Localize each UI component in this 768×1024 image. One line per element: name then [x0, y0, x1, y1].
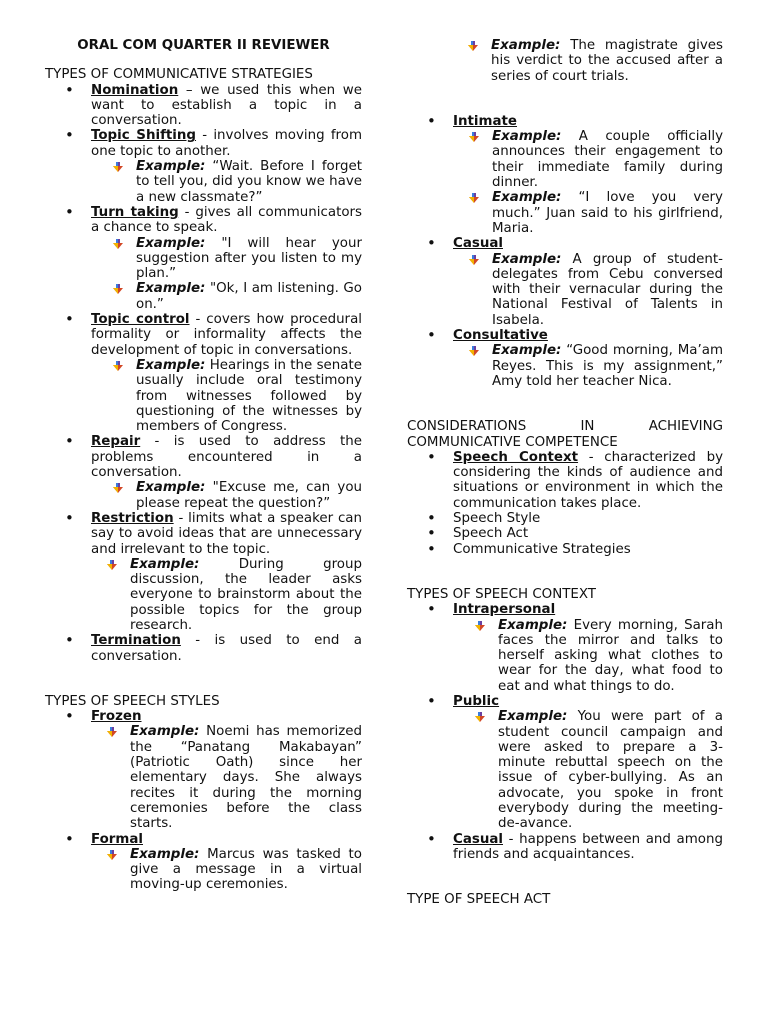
- list-item-termination: [45, 633, 362, 664]
- example-label: Example:: [136, 281, 206, 297]
- arrow-bullet-icon: [113, 162, 123, 172]
- list-item-public: [407, 694, 723, 832]
- list-item-casual: [407, 236, 723, 328]
- example-item: [91, 281, 362, 312]
- term-public: Public: [453, 693, 500, 709]
- example-item: [447, 190, 723, 236]
- list-item-turn-taking: [45, 205, 362, 312]
- example-text: Marcus was tasked to give a message in a virtual moving-up ceremonies.: [130, 846, 362, 893]
- example-item: [447, 343, 723, 389]
- example-text: A couple officially announces their engagement to their immediate family during dinner.: [492, 129, 723, 191]
- list-item-speech-context: [407, 450, 723, 511]
- example-label: Example:: [130, 846, 200, 862]
- example-text: “I love you very much.” Juan said to his girlfriend, Maria.: [492, 190, 723, 236]
- term-casual-context: Casual: [453, 831, 503, 847]
- desc-topic-control: - covers how procedural formality or informality affects the development of topic in conversations.: [91, 312, 362, 358]
- term-repair: Repair: [91, 434, 141, 450]
- example-text: “Wait. Before I forget to tell you, did you know we have a new classmate?”: [136, 159, 363, 205]
- example-label: Example:: [492, 190, 562, 206]
- desc-speech-context: - characterized by considering the kinds of audience and situations or environment in which the communication takes place.: [453, 449, 723, 511]
- section-heading-considerations: CONSIDERATIONS IN ACHIEVING COMMUNICATIVE COMPETENCE: [407, 419, 723, 450]
- term-restriction: Restriction: [91, 510, 174, 526]
- example-label: Example:: [130, 556, 200, 572]
- section-heading-strategies: TYPES OF COMMUNICATIVE STRATEGIES: [45, 67, 313, 83]
- example-item: [453, 709, 723, 831]
- example-item: [447, 252, 723, 328]
- section-heading-speech-act: TYPE OF SPEECH ACT: [407, 892, 551, 908]
- left-column: [45, 38, 362, 893]
- example-text: "Ok, I am listening. Go on.”: [136, 281, 362, 312]
- term-intrapersonal: Intrapersonal: [453, 602, 556, 618]
- term-nomination: Nomination: [91, 82, 179, 98]
- term-consultative: Consultative: [453, 328, 548, 344]
- example-label: Example:: [130, 724, 200, 740]
- term-frozen: Frozen: [91, 709, 142, 725]
- list-item-nomination: [45, 83, 362, 129]
- example-text: "Excuse me, can you please repeat the question?”: [136, 480, 362, 511]
- list-item-speech-act: • Speech Act: [407, 526, 723, 541]
- desc-nomination: – we used this when we want to establish a topic in a conversation.: [91, 82, 362, 129]
- example-item: [91, 159, 362, 205]
- arrow-bullet-icon: [107, 560, 117, 570]
- example-label: Example:: [136, 480, 206, 496]
- arrow-bullet-icon: [468, 41, 478, 51]
- list-item-casual-context: [407, 832, 723, 863]
- example-item: [447, 129, 723, 190]
- styles-list: [45, 709, 362, 893]
- term-intimate: Intimate: [453, 113, 517, 129]
- example-label: Example:: [136, 235, 206, 251]
- list-item-speech-style: • Speech Style: [407, 511, 723, 526]
- example-text: During group discussion, the leader asks everyone to brainstorm about the possible topics for the group research.: [130, 556, 362, 633]
- desc-turn-taking: - gives all communicators a chance to speak.: [91, 204, 362, 236]
- desc-termination: - is used to end a conversation.: [91, 633, 362, 664]
- arrow-bullet-icon: [475, 712, 485, 722]
- list-item-topic-control: [45, 312, 362, 434]
- arrow-bullet-icon: [469, 132, 479, 142]
- term-casual: Casual: [453, 236, 503, 252]
- section-heading-styles: TYPES OF SPEECH STYLES: [45, 693, 220, 709]
- example-text: You were part of a student council campaign and were asked to prepare a 3-minute rebuttal speech on the issue of cyber-bullying. As an advocate, you spoke in front everybody during the meeting-de-avance.: [498, 709, 723, 832]
- example-text: A group of student-delegates from Cebu conversed with their vernacular during the National Festival of Talents in Isabela.: [492, 251, 723, 328]
- page-title: ORAL COM QUARTER II REVIEWER: [77, 38, 330, 53]
- strategies-list: [45, 83, 362, 664]
- context-list: [407, 602, 723, 862]
- arrow-bullet-icon: [475, 621, 485, 631]
- example-item: [85, 724, 362, 831]
- example-text: Noemi has memorized the “Panatang Makabayan” (Patriotic Oath) since her elementary days. She always recites it during the morning ceremonies before the class starts.: [130, 724, 363, 832]
- list-item-intimate: [407, 114, 723, 236]
- list-item-restriction: [45, 511, 362, 633]
- example-item: [91, 236, 362, 282]
- list-item-formal: [45, 832, 362, 893]
- term-formal: Formal: [91, 831, 143, 847]
- example-item: [91, 480, 362, 511]
- arrow-bullet-icon: [113, 284, 123, 294]
- list-item-intrapersonal: [407, 602, 723, 694]
- example-label: Example:: [498, 709, 568, 725]
- arrow-bullet-icon: [113, 483, 123, 493]
- considerations-list: [407, 450, 723, 557]
- section-heading-context: TYPES OF SPEECH CONTEXT: [407, 586, 596, 602]
- list-item-frozen: [45, 709, 362, 831]
- desc-casual-context: - happens between and among friends and acquaintances.: [453, 831, 723, 862]
- example-item: [85, 557, 362, 633]
- example-text: "I will hear your suggestion after you listen to my plan.”: [136, 235, 362, 282]
- example-label: Example:: [136, 357, 206, 373]
- example-label: Example:: [492, 343, 562, 359]
- formal-continued: [407, 38, 723, 84]
- arrow-bullet-icon: [113, 239, 123, 249]
- styles-list-cont: [407, 114, 723, 389]
- term-topic-shifting: Topic Shifting: [91, 128, 197, 144]
- example-label: Example:: [491, 38, 561, 53]
- list-item-topic-shifting: [45, 128, 362, 204]
- term-termination: Termination: [91, 633, 181, 649]
- example-text: Hearings in the senate usually include oral testimony from witnesses followed by questioning of the witnesses by members of Congress.: [136, 357, 362, 435]
- arrow-bullet-icon: [469, 255, 479, 265]
- list-item-repair: [45, 434, 362, 510]
- example-label: Example:: [492, 251, 562, 267]
- example-item: [91, 358, 362, 434]
- desc-topic-shifting: - involves moving from one topic to another.: [91, 128, 363, 159]
- list-item-consultative: [407, 328, 723, 389]
- term-topic-control: Topic control: [91, 312, 190, 328]
- term-speech-context: Speech Context: [453, 449, 579, 465]
- example-item: [446, 38, 723, 84]
- example-label: Example:: [492, 129, 562, 145]
- arrow-bullet-icon: [469, 346, 479, 356]
- desc-repair: - is used to address the problems encountered in a conversation.: [91, 434, 362, 481]
- example-label: Example:: [498, 617, 568, 633]
- example-text: Every morning, Sarah faces the mirror and talks to herself asking what clothes to wear for the day, what food to eat and what things to do.: [498, 617, 723, 694]
- desc-restriction: - limits what a speaker can say to avoid ideas that are unnecessary and irrelevant to the topic.: [91, 510, 362, 557]
- example-text: “Good morning, Ma’am Reyes. This is my assignment,” Amy told her teacher Nica.: [492, 343, 723, 389]
- example-item: [85, 847, 362, 893]
- arrow-bullet-icon: [113, 361, 123, 371]
- arrow-bullet-icon: [469, 193, 479, 203]
- right-column: [407, 38, 723, 908]
- list-item-formal-cont: [407, 38, 723, 84]
- list-item-communicative-strategies: • Communicative Strategies: [407, 542, 723, 557]
- example-text: The magistrate gives his verdict to the accused after a series of court trials.: [491, 38, 723, 84]
- term-turn-taking: Turn taking: [91, 204, 179, 220]
- arrow-bullet-icon: [107, 727, 117, 737]
- example-item: [453, 618, 723, 694]
- arrow-bullet-icon: [107, 850, 117, 860]
- example-label: Example:: [136, 159, 206, 175]
